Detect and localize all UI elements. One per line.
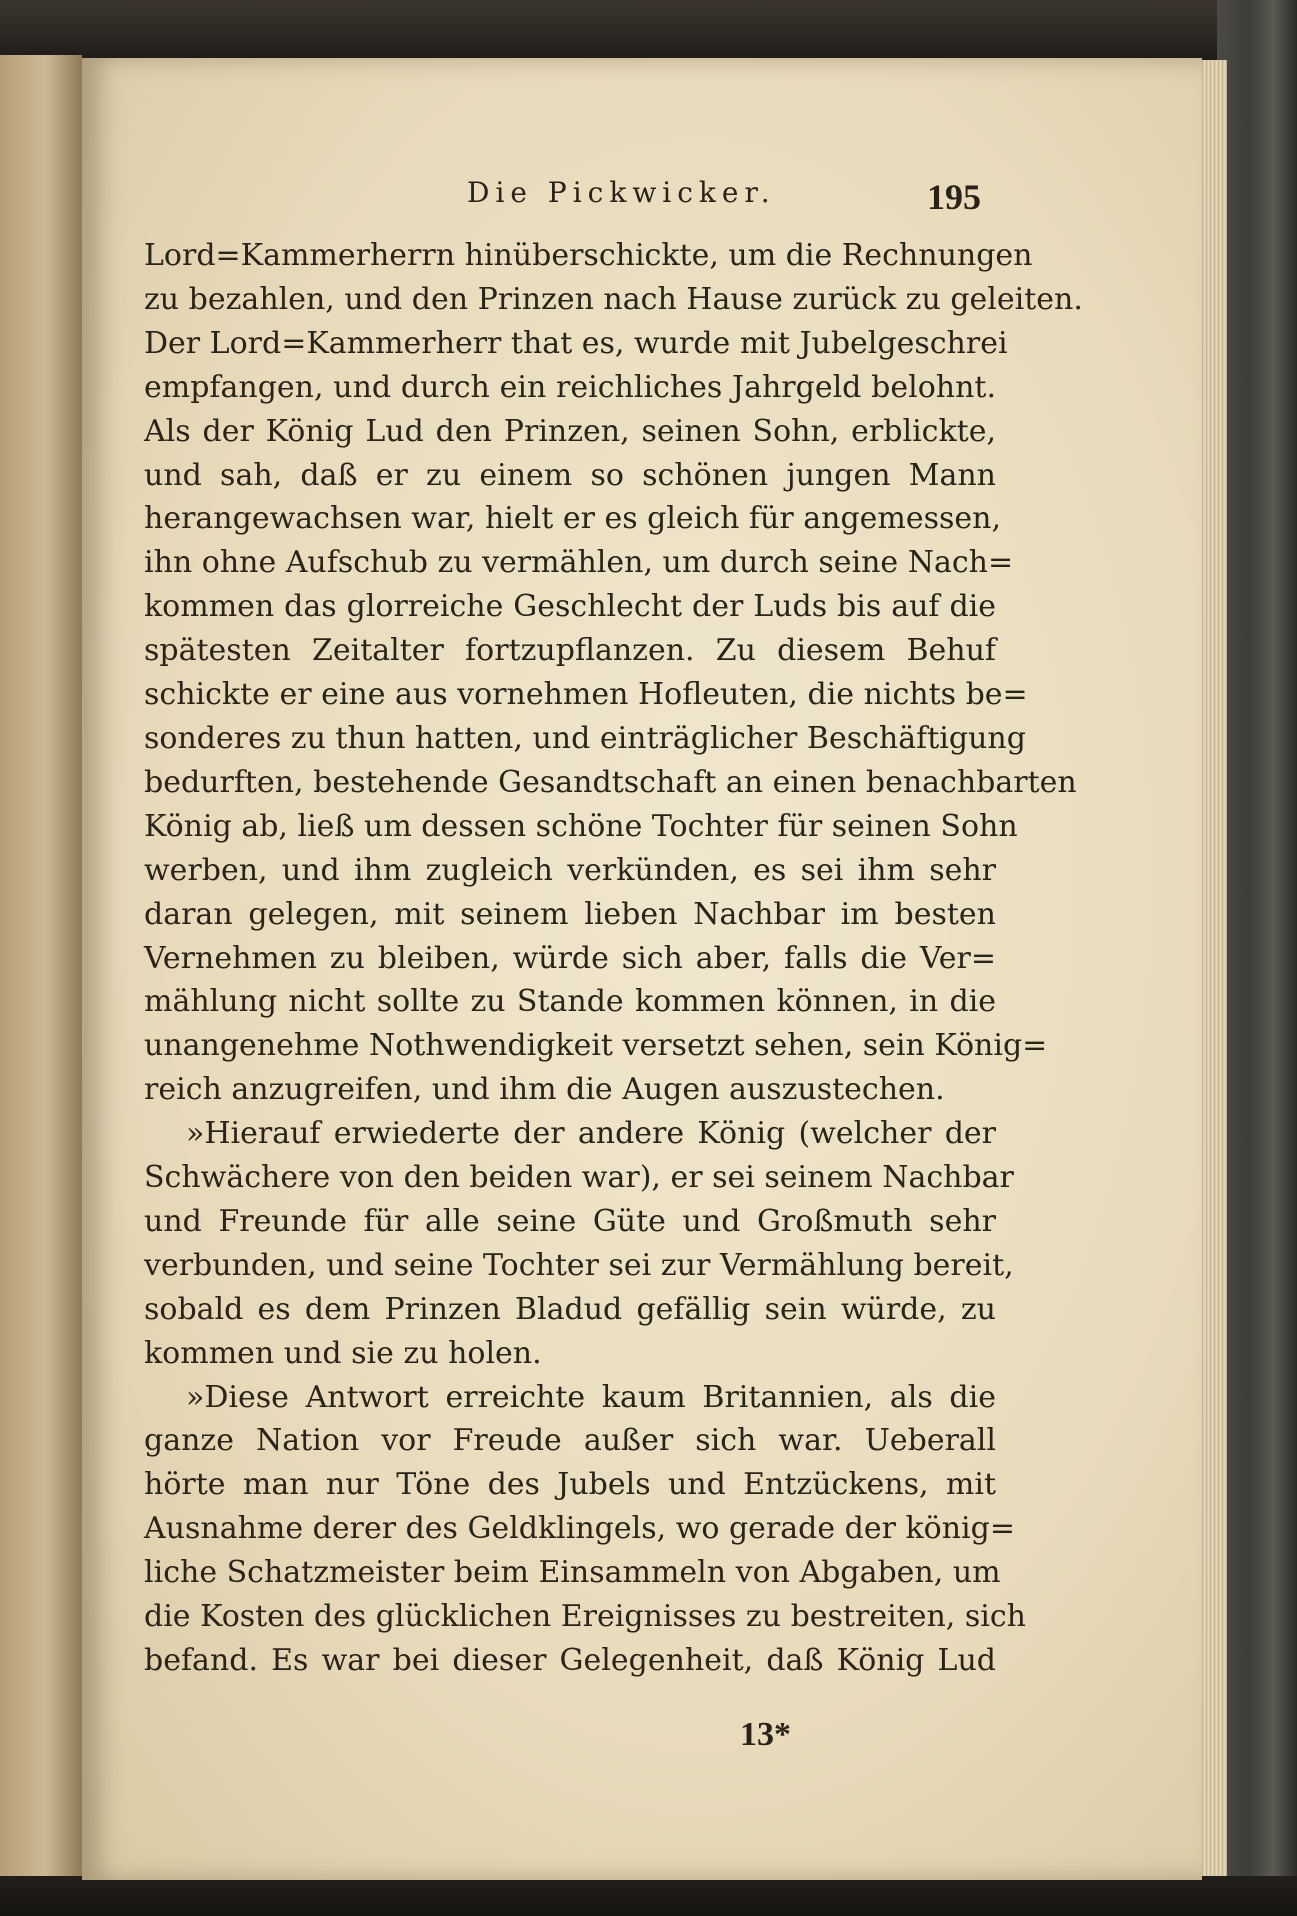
text-line: Schwächere von den beiden war), er sei seinem Nachbar xyxy=(144,1160,1014,1196)
text-line: unangenehme Nothwendigkeit versetzt sehen, sein König= xyxy=(144,1028,1048,1064)
text-line: zu bezahlen, und den Prinzen nach Hause zurück zu geleiten. xyxy=(144,281,1083,317)
text-line: liche Schatzmeister beim Einsammeln von Abgaben, um xyxy=(144,1555,1001,1591)
text-line: Lord=Kammerherrn hinüberschickte, um die Rechnungen xyxy=(144,238,1033,273)
signature-mark: 13* xyxy=(740,1716,791,1753)
text-line: sonderes zu thun hatten, und einträglicher Beschäftigung xyxy=(144,720,1026,756)
text-line: König ab, ließ um dessen schöne Tochter für seinen Sohn xyxy=(144,808,1018,844)
text-line: mählung nicht sollte zu Stande kommen können, in die xyxy=(144,984,996,1020)
text-line: und Freunde für alle seine Güte und Großmuth sehr xyxy=(144,1203,996,1239)
page-stack-edges xyxy=(1199,60,1227,1880)
book-cover-right xyxy=(1217,0,1297,1916)
text-line: bedurften, bestehende Gesandtschaft an einen benachbarten xyxy=(144,764,1077,800)
text-line: empfangen, und durch ein reichliches Jahrgeld belohnt. xyxy=(144,369,996,405)
book-cover-top xyxy=(0,0,1297,60)
text-line: schickte er eine aus vornehmen Hofleuten, die nichts be= xyxy=(144,677,1028,713)
page-header xyxy=(82,176,1202,236)
text-line: Als der König Lud den Prinzen, seinen Sohn, erblickte, xyxy=(144,413,996,449)
text-line: Der Lord=Kammerherr that es, wurde mit Jubelgeschrei xyxy=(144,325,1008,361)
text-line: ihn ohne Aufschub zu vermählen, um durch seine Nach= xyxy=(144,545,1014,581)
text-line: hörte man nur Töne des Jubels und Entzückens, mit xyxy=(144,1467,996,1503)
text-line: ganze Nation vor Freude außer sich war. Ueberall xyxy=(144,1423,996,1459)
running-head: Die Pickwicker. xyxy=(467,176,776,209)
text-line: »Diese Antwort erreichte kaum Britannien, als die xyxy=(186,1379,996,1415)
text-line: kommen das glorreiche Geschlecht der Luds bis auf die xyxy=(144,589,996,625)
text-line: Ausnahme derer des Geldklingels, wo gerade der könig= xyxy=(144,1511,1015,1547)
text-line: werben, und ihm zugleich verkünden, es sei ihm sehr xyxy=(144,852,996,888)
book-page xyxy=(82,58,1202,1880)
facing-page-edge xyxy=(0,55,82,1895)
text-line: verbunden, und seine Tochter sei zur Vermählung bereit, xyxy=(144,1247,1014,1283)
text-line: befand. Es war bei dieser Gelegenheit, daß König Lud xyxy=(144,1643,996,1678)
book-cover-bottom xyxy=(0,1876,1297,1916)
text-line: Vernehmen zu bleiben, würde sich aber, falls die Ver= xyxy=(144,940,996,976)
text-line: kommen und sie zu holen. xyxy=(144,1335,542,1371)
body-text xyxy=(144,234,1083,1683)
text-line: spätesten Zeitalter fortzupflanzen. Zu diesem Behuf xyxy=(144,633,996,669)
text-line: sobald es dem Prinzen Bladud gefällig sein würde, zu xyxy=(144,1291,996,1327)
text-line: daran gelegen, mit seinem lieben Nachbar im besten xyxy=(144,896,996,932)
text-line: reich anzugreifen, und ihm die Augen auszustechen. xyxy=(144,1072,945,1108)
text-line: und sah, daß er zu einem so schönen jungen Mann xyxy=(144,457,996,493)
page-number: 195 xyxy=(927,177,981,217)
text-line: »Hierauf erwiederte der andere König (welcher der xyxy=(186,1116,996,1152)
text-line: die Kosten des glücklichen Ereignisses zu bestreiten, sich xyxy=(144,1599,1026,1635)
text-line: herangewachsen war, hielt er es gleich für angemessen, xyxy=(144,501,1002,537)
